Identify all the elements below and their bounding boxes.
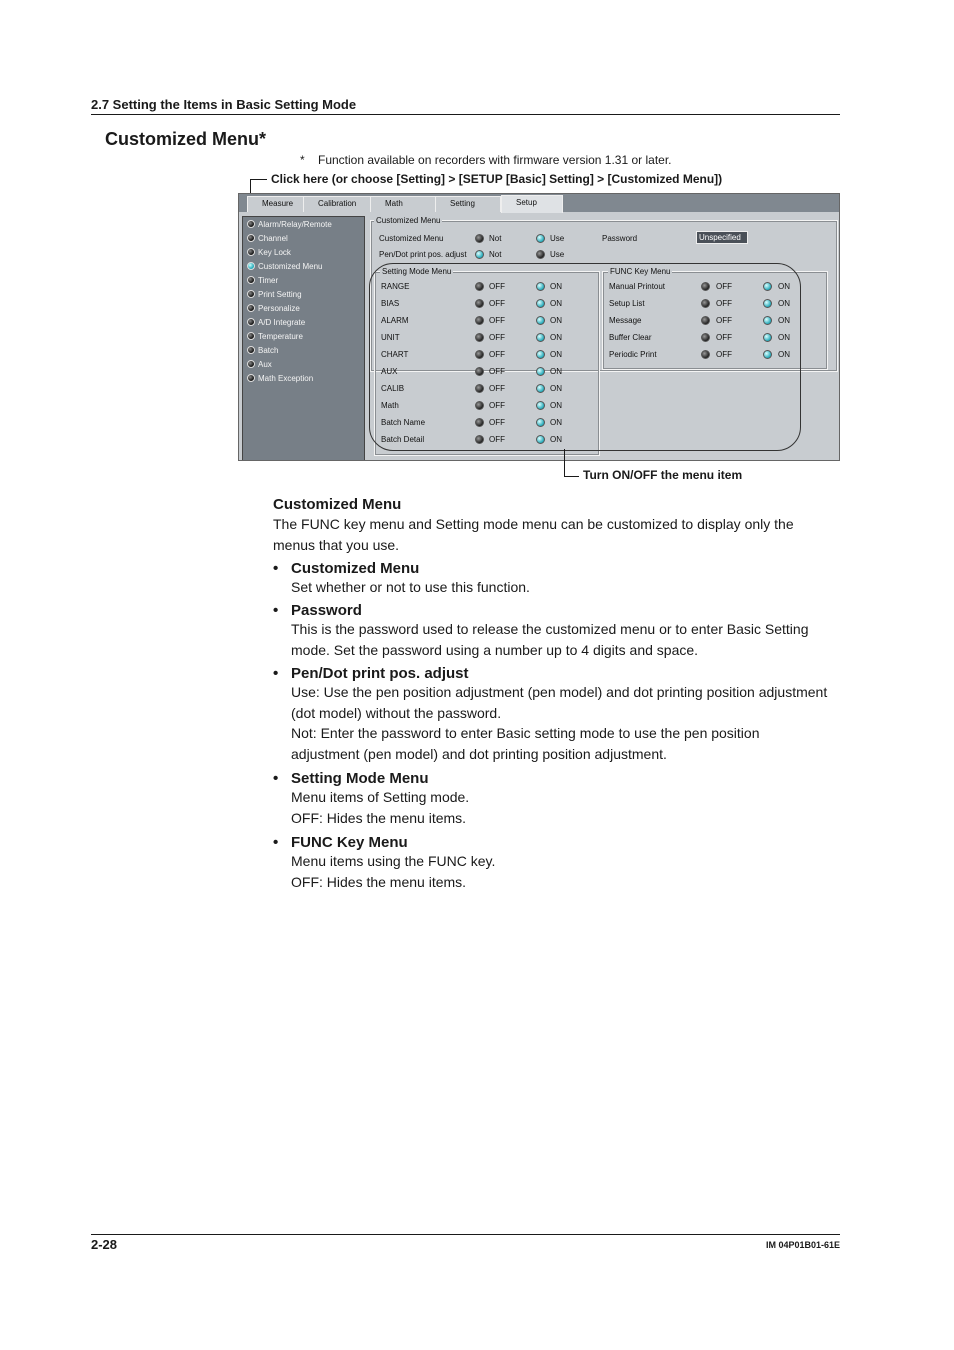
doc-id: IM 04P01B01-61E	[765, 1240, 840, 1250]
bullet-body	[291, 577, 851, 598]
bullet-marker: •	[273, 560, 279, 577]
setting-item-off-label: OFF	[489, 384, 505, 393]
sidebar-item-math-exception[interactable]: Math Exception	[247, 373, 313, 386]
bullet-body	[291, 619, 851, 660]
section-header: 2.7 Setting the Items in Basic Setting Mode	[91, 97, 357, 112]
callout-click-here: Click here (or choose [Setting] > [SETUP [Basic] Setting] > [Customized Menu])	[271, 172, 723, 186]
func-item-label: Manual Printout	[609, 282, 666, 291]
setting-item-label: ALARM	[381, 316, 409, 325]
tab-measure[interactable]: Measure	[247, 196, 307, 212]
bullet-title: Pen/Dot print pos. adjust	[291, 665, 469, 682]
radio-icon	[247, 276, 255, 284]
setting-item-label: Batch Detail	[381, 435, 425, 444]
sidebar-item-channel[interactable]: Channel	[247, 233, 288, 246]
func-item-label: Buffer Clear	[609, 333, 652, 342]
tab-math[interactable]: Math	[370, 196, 436, 212]
customized-menu-use-radio[interactable]	[536, 234, 545, 243]
bullet-title: Setting Mode Menu	[291, 770, 429, 787]
sidebar-item-ad-integrate[interactable]: A/D Integrate	[247, 317, 305, 330]
bullet-line: Not: Enter the password to enter Basic setting mode to use the pen position	[291, 725, 760, 741]
radio-icon	[247, 374, 255, 382]
func-item-label: Message	[609, 316, 642, 325]
func-item-off-label: OFF	[716, 316, 732, 325]
customized-menu-use-label: Use	[550, 234, 565, 243]
func-item-on-label: ON	[778, 350, 790, 359]
setting-item-off-label: OFF	[489, 350, 505, 359]
setting-item-on-label: ON	[550, 299, 562, 308]
pen-dot-use-label: Use	[550, 250, 565, 259]
radio-icon	[247, 234, 255, 242]
radio-icon	[247, 346, 255, 354]
footnote-text: Function available on recorders with firmware version 1.31 or later.	[318, 153, 672, 167]
radio-icon	[247, 220, 255, 228]
page-title: Customized Menu*	[105, 129, 267, 149]
bullet-line: Menu items using the FUNC key.	[291, 853, 496, 869]
func-item-off-label: OFF	[716, 282, 732, 291]
bullet-line: Menu items of Setting mode.	[291, 789, 470, 805]
customized-menu-not-label: Not	[489, 234, 502, 243]
callout-turn-on-off: Turn ON/OFF the menu item	[583, 468, 743, 482]
intro-paragraph	[273, 514, 843, 555]
radio-icon	[247, 360, 255, 368]
bullet-line: Set whether or not to use this function.	[291, 579, 530, 595]
radio-icon	[247, 332, 255, 340]
bullet-line: OFF: Hides the menu items.	[291, 809, 467, 826]
setting-item-off-label: OFF	[489, 401, 505, 410]
func-item-on-label: ON	[778, 299, 790, 308]
setting-item-label: BIAS	[381, 299, 400, 308]
radio-icon	[247, 318, 255, 326]
bullet-line: mode. Set the password using a number up to 4 digits and space.	[291, 641, 699, 658]
func-item-on-label: ON	[778, 282, 790, 291]
sidebar-item-temperature[interactable]: Temperature	[247, 331, 303, 344]
tab-setting[interactable]: Setting	[435, 196, 501, 212]
tab-calibration[interactable]: Calibration	[303, 196, 373, 212]
setting-item-label: RANGE	[381, 282, 410, 291]
section-heading: Customized Menu	[273, 496, 402, 513]
bullet-title: Customized Menu	[291, 560, 420, 577]
bullet-marker: •	[273, 834, 279, 851]
header-rule	[91, 114, 840, 115]
callout-leader-bottom	[564, 449, 579, 477]
highlight-oval	[369, 263, 801, 451]
setting-item-on-label: ON	[550, 435, 562, 444]
setting-item-off-label: OFF	[489, 282, 505, 291]
func-item-off-label: OFF	[716, 299, 732, 308]
func-key-menu-title: FUNC Key Menu	[610, 267, 671, 276]
sidebar-item-key-lock[interactable]: Key Lock	[247, 247, 291, 260]
setting-item-on-label: ON	[550, 333, 562, 342]
footer-rule	[91, 1234, 840, 1235]
footnote	[300, 153, 672, 167]
password-field[interactable]: Unspecified	[696, 231, 748, 244]
setting-item-off-label: OFF	[489, 367, 505, 376]
sidebar-item-aux[interactable]: Aux	[247, 359, 272, 372]
setting-item-off-label: OFF	[489, 418, 505, 427]
footnote-mark: *	[300, 153, 305, 167]
intro-line: menus that you use.	[273, 536, 400, 553]
bullet-line: OFF: Hides the menu items.	[291, 873, 467, 890]
bullet-title: FUNC Key Menu	[291, 834, 408, 851]
page-number: 2-28	[91, 1237, 118, 1252]
radio-icon	[247, 304, 255, 312]
func-item-label: Setup List	[609, 299, 645, 308]
func-item-on-label: ON	[778, 333, 790, 342]
customized-menu-group-title: Customized Menu	[376, 216, 441, 225]
setting-item-label: AUX	[381, 367, 398, 376]
radio-icon	[247, 290, 255, 298]
sidebar-item-print-setting[interactable]: Print Setting	[247, 289, 302, 302]
setting-item-on-label: ON	[550, 282, 562, 291]
func-item-label: Periodic Print	[609, 350, 657, 359]
bullet-line: This is the password used to release the customized menu or to enter Basic Setting	[291, 621, 809, 637]
sidebar-item-customized-menu[interactable]: Customized Menu	[247, 261, 322, 274]
pen-dot-not-radio[interactable]	[475, 250, 484, 259]
func-item-off-label: OFF	[716, 333, 732, 342]
radio-selected-icon	[247, 262, 255, 270]
setting-item-label: Batch Name	[381, 418, 426, 427]
tab-setup[interactable]: Setup	[501, 195, 563, 213]
func-item-on-label: ON	[778, 316, 790, 325]
setting-item-label: UNIT	[381, 333, 400, 342]
setting-item-off-label: OFF	[489, 299, 505, 308]
bullet-body	[291, 851, 851, 892]
setting-item-on-label: ON	[550, 384, 562, 393]
setting-item-on-label: ON	[550, 367, 562, 376]
pen-dot-not-label: Not	[489, 250, 502, 259]
setting-mode-menu-title: Setting Mode Menu	[382, 267, 452, 276]
bullet-marker: •	[273, 665, 279, 682]
pen-dot-use-radio[interactable]	[536, 250, 545, 259]
intro-line: The FUNC key menu and Setting mode menu can be customized to display only the	[273, 516, 794, 532]
setting-item-off-label: OFF	[489, 316, 505, 325]
bullet-marker: •	[273, 602, 279, 619]
password-label: Password	[602, 234, 638, 243]
bullet-line: adjustment (pen model) and dot printing position adjustment.	[291, 745, 667, 762]
setting-item-off-label: OFF	[489, 333, 505, 342]
bullet-title: Password	[291, 602, 362, 619]
setting-item-on-label: ON	[550, 418, 562, 427]
bullet-line: Use: Use the pen position adjustment (pen model) and dot printing position adjustment	[291, 684, 828, 700]
setting-item-label: CALIB	[381, 384, 405, 393]
func-item-off-label: OFF	[716, 350, 732, 359]
bullet-body	[291, 682, 851, 764]
setting-item-on-label: ON	[550, 316, 562, 325]
setting-item-on-label: ON	[550, 401, 562, 410]
bullet-line: (dot model) without the password.	[291, 704, 502, 721]
tab-bar	[239, 194, 839, 212]
sidebar-item-batch[interactable]: Batch	[247, 345, 278, 358]
sidebar-item-timer[interactable]: Timer	[247, 275, 278, 288]
sidebar-item-personalize[interactable]: Personalize	[247, 303, 300, 316]
bullet-marker: •	[273, 770, 279, 787]
pen-dot-adjust-label: Pen/Dot print pos. adjust	[379, 250, 467, 259]
customized-menu-label: Customized Menu	[379, 234, 444, 243]
setup-screenshot	[238, 193, 840, 461]
setting-item-on-label: ON	[550, 350, 562, 359]
setting-item-label: CHART	[381, 350, 409, 359]
sidebar-item-alarm-relay-remote[interactable]: Alarm/Relay/Remote	[247, 219, 332, 232]
bullet-body	[291, 787, 851, 828]
sidebar-nav	[242, 216, 365, 461]
customized-menu-not-radio[interactable]	[475, 234, 484, 243]
radio-icon	[247, 248, 255, 256]
setting-item-label: Math	[381, 401, 399, 410]
setting-item-off-label: OFF	[489, 435, 505, 444]
